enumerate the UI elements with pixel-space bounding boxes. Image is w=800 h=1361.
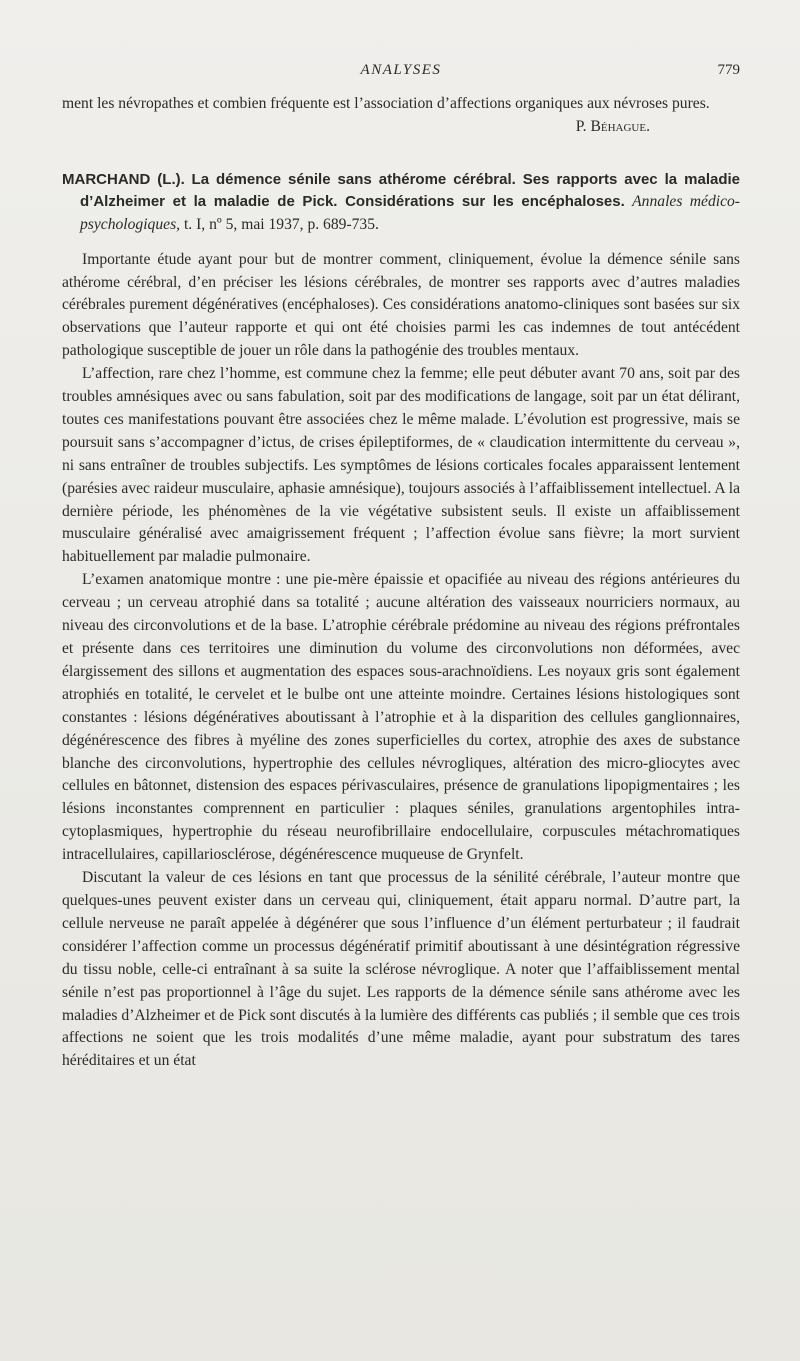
reviewer-name: P. Béhague. <box>575 117 650 135</box>
page-text <box>62 93 740 1073</box>
body-paragraph-1: Importante étude ayant pour but de montrer comment, cliniquement, évolue la démence sénile sans athérome cérébral, d’en préciser les lésions cérébrales, de montrer ses rapports avec d’autres maladies cérébrales purement dégénératives (encéphaloses). Ces considérations anatomo-cliniques sont basées sur six observations que l’auteur rapporte et qui ont été choisies parmi les cas indemnes de tout antécédent pathologique susceptible de jouer un rôle dans la pathogénie des troubles mentaux. <box>62 250 740 360</box>
running-head <box>62 62 740 86</box>
running-title: ANALYSES <box>360 62 442 78</box>
entry-citation: t. I, nº 5, mai 1937, p. 689-735. <box>183 216 379 233</box>
reviewer-signature <box>62 116 740 139</box>
entry-author: MARCHAND (L.). <box>62 170 185 188</box>
body-paragraph-2: L’affection, rare chez l’homme, est commune chez la femme; elle peut débuter avant 70 ans, soit par des troubles amnésiques avec ou sans fabulation, soit par des modifications de langage, soit par un état délirant, toutes ces manifestations pouvant être associées chez le même malade. L’évolution est progressive, mais se poursuit sans s’accompagner d’ictus, de crises épileptiformes, de « claudication intermittente du cerveau », ni sans entraîner de troubles subjectifs. Les symptômes de lésions corticales focales apparaissent lentement (parésies avec raideur musculaire, aphasie amnésique), toujours associés à l’affaiblissement intellectuel. A la dernière période, les phénomènes de la vie végétative subsistent seuls. Il existe un affaiblissement musculaire généralisé avec amaigrissement fréquent ; l’affection évolue sans fièvre; la mort survient habituellement par maladie pulmonaire. <box>62 365 740 566</box>
body-paragraph-4: Discutant la valeur de ces lésions en tant que processus de la sénilité cérébrale, l’auteur montre que quelques-unes peuvent exister dans un cerveau qui, cliniquement, était apparu normal. D’autre part, la cellule nerveuse ne paraît appelée à dégénérer que sous l’influence d’un élément perturbateur ; il faudrait considérer l’affection comme un processus dégénératif primitif aboutissant à une désintégration régressive du tissu noble, celle-ci entraînant à sa suite la sclérose névroglique. A noter que l’affaiblissement mental sénile n’est pas proportionnel à l’âge du sujet. Les rapports de la démence sénile sans athérome avec les maladies d’Alzheimer et de Pick sont discutés à la lumière des différents cas publiés ; il semble que ces trois affections ne soient que les trois modalités d’une même maladie, ayant pour substratum des tares héréditaires et un état <box>62 869 740 1070</box>
page-number: 779 <box>717 62 740 78</box>
bibliographic-entry <box>62 169 740 237</box>
entry-title: La démence sénile sans athérome cérébral. Ses rapports avec la maladie d’Alzheimer et la maladie de Pick. Considérations sur les encéphaloses. <box>80 170 740 211</box>
carryover-paragraph: ment les névropathes et combien fréquente est l’association d’affections organiques aux névroses pures. <box>62 95 710 112</box>
entry-journal: Annales médico-psychologiques, <box>80 193 740 233</box>
body-paragraph-3: L’examen anatomique montre : une pie-mère épaissie et opacifiée au niveau des régions antérieures du cerveau ; un cerveau atrophié dans sa totalité ; aucune altération des vaisseaux nourriciers normaux, au niveau des circonvolutions et de la base. L’atrophie cérébrale prédomine au niveau des régions préfrontales et présente dans ces territoires une diminution du volume des circonvolutions non déformées, avec élargissement des sillons et augmentation des espaces sous-arachnoïdiens. Les noyaux gris sont également atrophiés en totalité, le cervelet et le bulbe ont une atteinte moindre. Certaines lésions histologiques sont constantes : lésions dégénératives aboutissant à l’atrophie et à la disparition des cellules ganglionnaires, dégénérescence des fibres à myéline des zones superficielles du cortex, atrophie des axes de substance blanche des circonvolutions, hypertrophie des cellules névrogliques, altération des micro-gliocytes avec cellules en bâtonnet, distension des espaces périvasculaires, présence de granulations lipopigmentaires ; les lésions inconstantes comprennent en particulier : plaques séniles, granulations argentophiles intra-cytoplasmiques, hypertrophie du réseau neurofibrillaire endocellulaire, corpuscules métachromatiques intracellulaires, capillariosclérose, dégénérescence muqueuse de Grynfelt. <box>62 571 740 864</box>
